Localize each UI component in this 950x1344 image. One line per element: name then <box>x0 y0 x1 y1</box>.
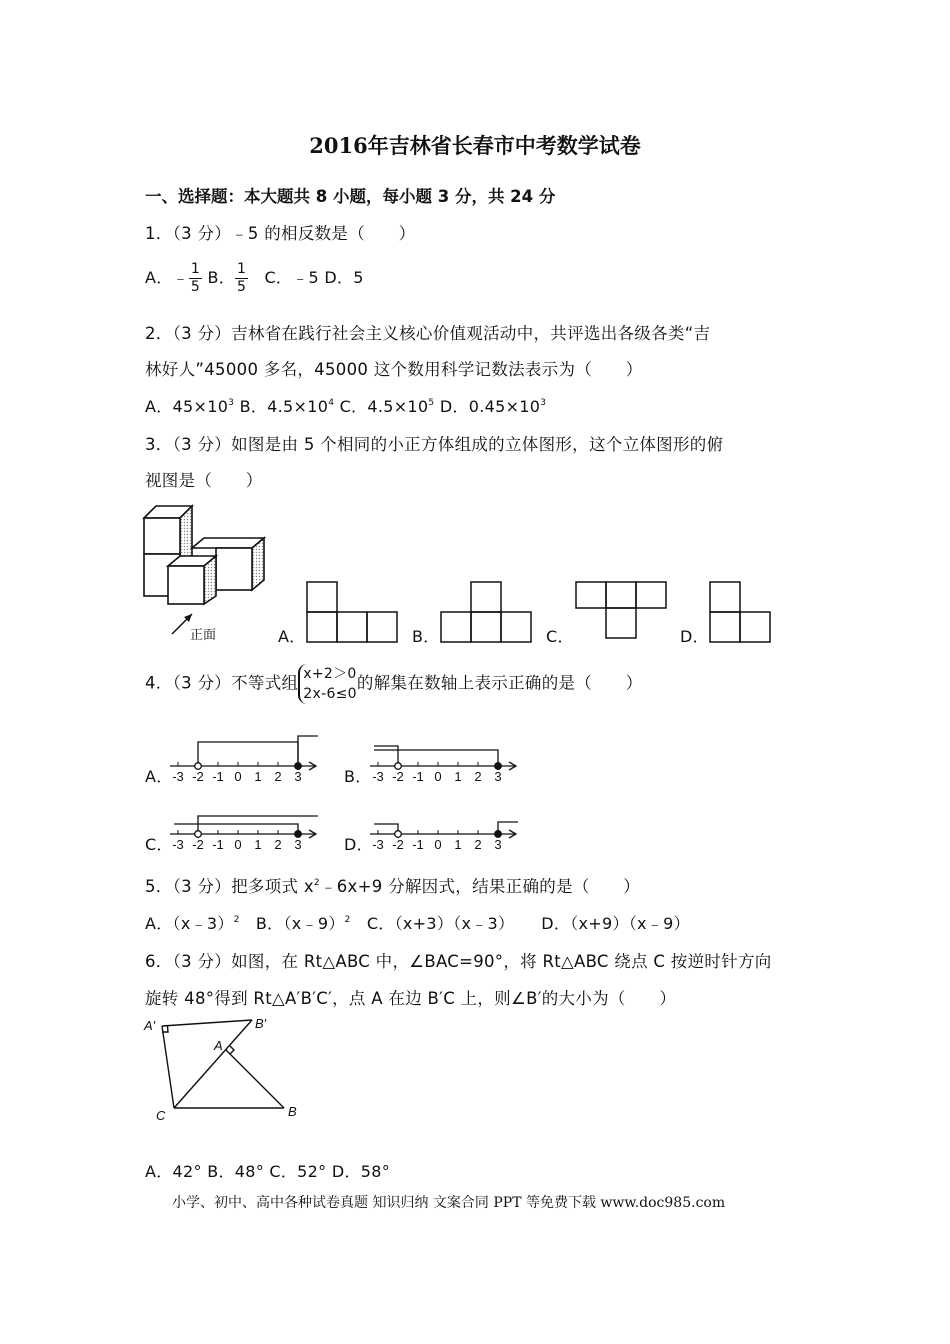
tick-label: 1 <box>254 837 262 852</box>
tick-label: 0 <box>234 837 242 852</box>
q2-b-exp: 4 <box>328 398 335 408</box>
tick-label: 2 <box>274 837 282 852</box>
tick-label: -2 <box>392 769 404 784</box>
q3-option-b-figure <box>439 580 533 644</box>
q1-a-fraction <box>189 261 202 296</box>
q4-prefix: 4．（3 分）不等式组 <box>145 673 299 693</box>
q6-options: A．42° B．48° C．52° D．58° <box>145 1162 391 1181</box>
q2-b: B．4.5×10 <box>239 397 329 416</box>
q1-a-sign: ﹣ <box>172 268 189 287</box>
q2-c-exp: 5 <box>428 398 435 408</box>
q6-line1: 6．（3 分）如图，在 Rt△ABC 中，∠BAC=90°，将 Rt△ABC 绕点 C 按逆时针方向 <box>145 952 772 971</box>
q3-opt-b-label: B． <box>412 627 440 646</box>
q5-stem <box>145 873 640 897</box>
q1-b-numerator: 1 <box>237 261 247 277</box>
q6-line2: 旋转 48°得到 Rt△A′B′C′，点 A 在边 B′C 上，则∠B′的大小为（ ） <box>145 989 677 1008</box>
tick-label: 1 <box>254 769 262 784</box>
q4-ineq2: 2x-6≤0 <box>303 686 357 702</box>
solution-ray <box>298 736 318 766</box>
q4-opt-b-label: B． <box>344 767 372 786</box>
q6-label-c: C <box>156 1108 166 1123</box>
q6-triangle-figure <box>138 1012 308 1127</box>
tick-label: -1 <box>412 769 424 784</box>
solution-bracket <box>198 742 298 766</box>
q5-b: B．（x﹣9） <box>255 914 345 933</box>
q4-numberline-b <box>370 730 525 785</box>
q5-c: C．（x+3）（x﹣3） <box>366 914 515 933</box>
page-footer: 小学、初中、高中各种试卷真题 知识归纳 文案合同 PPT 等免费下载 www.doc985.com <box>172 1195 726 1211</box>
tick-label: 0 <box>434 769 442 784</box>
tick-label: -2 <box>192 837 204 852</box>
q2-d: D．0.45×10 <box>439 397 541 416</box>
open-dot <box>195 763 202 770</box>
q1-a-label: A． <box>145 268 173 287</box>
q4-opt-d-label: D． <box>344 835 373 854</box>
q3-opt-a-label: A． <box>278 627 306 646</box>
tick-label: -3 <box>372 769 384 784</box>
q1-b-denominator: 5 <box>237 279 247 295</box>
q1-a-numerator: 1 <box>190 261 201 277</box>
tick-label: -1 <box>212 769 224 784</box>
closed-dot <box>295 831 302 838</box>
q1-a-denominator: 5 <box>190 279 201 295</box>
q4-numberline-d <box>370 798 525 853</box>
q4-suffix: 的解集在数轴上表示正确的是（ ） <box>356 673 643 693</box>
solution-ray <box>174 824 298 834</box>
section-heading: 一、选择题：本大题共 8 小题，每小题 3 分，共 24 分 <box>145 187 556 206</box>
q2-line1: 2．（3 分）吉林省在践行社会主义核心价值观活动中，共评选出各级各类“吉 <box>145 324 711 343</box>
q6-label-b-prime: B′ <box>255 1016 267 1031</box>
q2-line2: 林好人”45000 多名，45000 这个数用科学记数法表示为（ ） <box>145 360 643 379</box>
q6-label-b: B <box>288 1104 297 1119</box>
q5-d: D．（x+9）（x﹣9） <box>541 914 690 933</box>
q4-ineq1: x+2＞0 <box>303 666 357 682</box>
q4-numberline-a <box>170 730 325 785</box>
tick-label: -3 <box>172 769 184 784</box>
q6-label-a: A <box>214 1038 223 1053</box>
closed-dot <box>495 763 502 770</box>
solution-ray <box>374 750 498 766</box>
q3-line2: 视图是（ ） <box>145 471 263 490</box>
q1-cd: C．﹣5 D．5 <box>264 268 364 287</box>
tick-label: 2 <box>274 769 282 784</box>
tick-label: 3 <box>294 769 302 784</box>
tick-label: -1 <box>212 837 224 852</box>
page-title: 2016年吉林省长春市中考数学试卷 <box>309 133 641 158</box>
q4-stem <box>145 664 643 704</box>
q3-line1: 3．（3 分）如图是由 5 个相同的小正方体组成的立体图形，这个立体图形的俯 <box>145 435 724 454</box>
q2-a: A．45×10 <box>145 397 229 416</box>
q4-system <box>298 664 357 704</box>
q2-options <box>145 394 546 417</box>
q3-option-a-figure <box>305 580 399 644</box>
q5-a: A．（x﹣3） <box>145 914 234 933</box>
tick-label: -3 <box>172 837 184 852</box>
q5-b-exp: 2 <box>344 915 351 925</box>
tick-label: 3 <box>494 769 502 784</box>
q4-opt-c-label: C． <box>145 835 173 854</box>
tick-label: -2 <box>192 769 204 784</box>
tick-label: -2 <box>392 837 404 852</box>
q5-a-exp: 2 <box>233 915 240 925</box>
q3-opt-c-label: C． <box>546 627 574 646</box>
q3-front-label: 正面 <box>190 627 217 642</box>
q2-a-exp: 3 <box>228 398 235 408</box>
q1-stem: 1．（3 分）﹣5 的相反数是（ ） <box>145 224 416 243</box>
tick-label: 1 <box>454 837 462 852</box>
q4-opt-a-label: A． <box>145 767 173 786</box>
q4-numberline-c <box>170 798 325 853</box>
q5-stem-pre: 5．（3 分）把多项式 x <box>145 877 314 896</box>
tick-label: 2 <box>474 769 482 784</box>
tick-label: 1 <box>454 769 462 784</box>
q3-opt-d-label: D． <box>680 627 709 646</box>
closed-dot <box>495 831 502 838</box>
open-dot <box>395 763 402 770</box>
tick-label: 3 <box>294 837 302 852</box>
closed-dot <box>295 763 302 770</box>
tick-label: -1 <box>412 837 424 852</box>
q3-solid-figure <box>138 500 278 645</box>
tick-label: 2 <box>474 837 482 852</box>
tick-label: -3 <box>372 837 384 852</box>
q5-options <box>145 911 690 934</box>
tick-label: 3 <box>494 837 502 852</box>
q3-option-d-figure <box>708 580 772 644</box>
open-dot <box>195 831 202 838</box>
q2-d-exp: 3 <box>540 398 547 408</box>
q5-stem-post: ﹣6x+9 分解因式，结果正确的是（ ） <box>319 877 641 896</box>
q1-b-label: B． <box>207 268 236 287</box>
tick-label: 0 <box>234 769 242 784</box>
tick-label: 0 <box>434 837 442 852</box>
q1-b-fraction <box>235 261 248 296</box>
q1-options <box>145 261 364 296</box>
q6-label-a-prime: A′ <box>144 1018 156 1033</box>
open-dot <box>395 831 402 838</box>
q2-c: C．4.5×10 <box>339 397 429 416</box>
q3-option-c-figure <box>574 580 668 644</box>
q5-stem-exp: 2 <box>313 878 320 888</box>
